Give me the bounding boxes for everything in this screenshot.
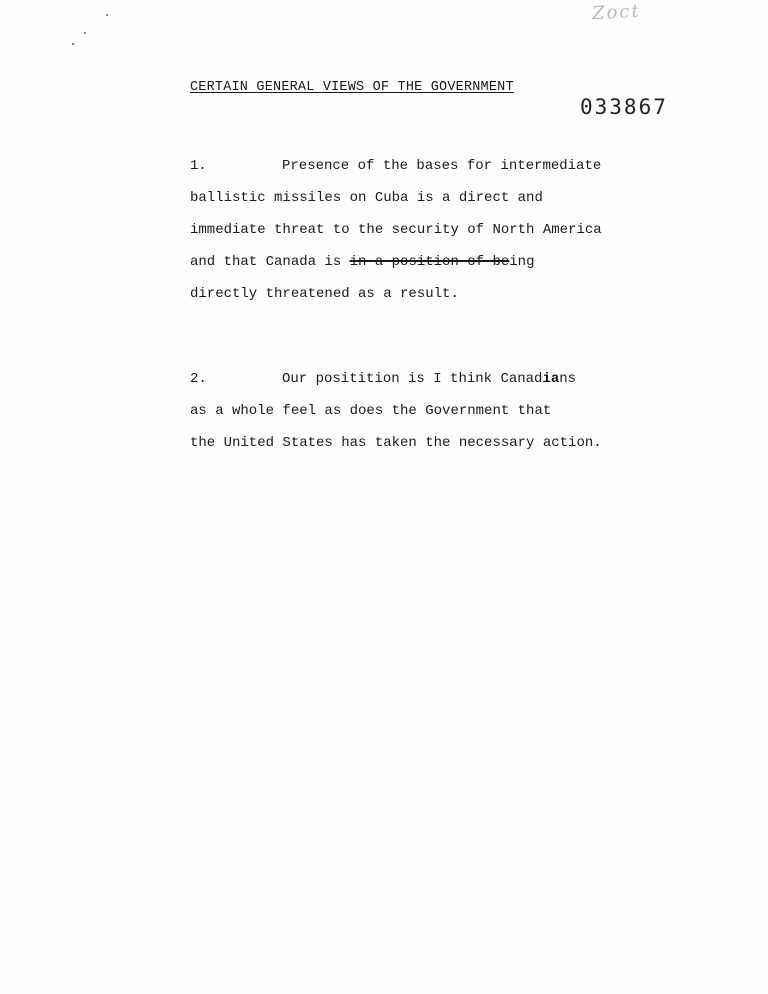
paragraph-line (190, 150, 602, 182)
paragraph-line: as a whole feel as does the Government that (190, 403, 552, 419)
paragraph-line: ballistic missiles on Cuba is a direct and (190, 190, 543, 206)
paragraph-text: and that Canada is (190, 254, 350, 270)
struck-text: in a position of be (349, 254, 510, 270)
paragraph-text: Presence of the bases for intermediate (282, 158, 602, 174)
ink-speck (106, 14, 108, 16)
paragraph-text: on is I think Canad (382, 371, 543, 387)
paragraph-text: Our posititi (282, 371, 383, 387)
document-title: CERTAIN GENERAL VIEWS OF THE GOVERNMENT (190, 80, 514, 95)
paragraph-line: immediate threat to the security of North America (190, 222, 602, 238)
paragraph-line (190, 363, 602, 395)
paragraph-number: 1. (190, 158, 207, 174)
paragraph-line (190, 246, 602, 278)
paragraph-number: 2. (190, 371, 207, 387)
paragraph-line: directly threatened as a result. (190, 286, 459, 302)
ink-speck (72, 43, 74, 45)
paragraph-line: the United States has taken the necessary action. (190, 435, 602, 451)
paragraph-1 (190, 150, 602, 310)
document-number-stamp: 033867 (580, 95, 668, 119)
paragraph-text: ing (509, 254, 535, 270)
smudged-text: ia (542, 371, 560, 387)
paragraph-2 (190, 363, 602, 459)
paragraph-text: ns (559, 371, 577, 387)
ink-speck (84, 32, 86, 34)
handwritten-date-note: Zoct (591, 0, 642, 25)
